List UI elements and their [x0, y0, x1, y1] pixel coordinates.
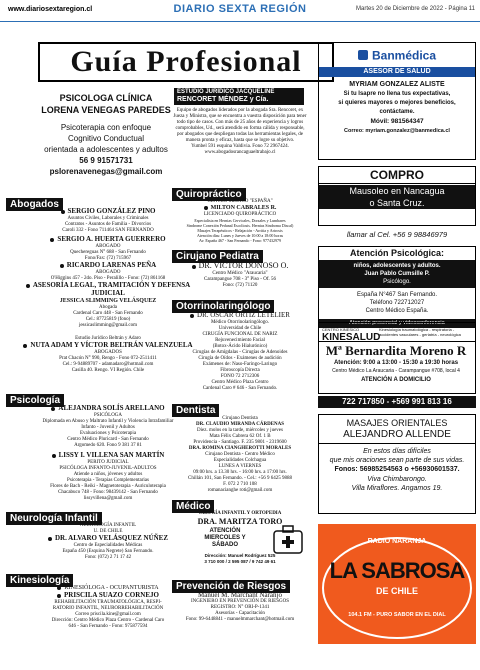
compro-title: COMPRO — [319, 167, 475, 184]
abogado-5-name: NUTA ADAM Y VÍCTOR BELTRÁN VALENZUELA — [30, 341, 193, 349]
otorrino-l5: Cirugías de Amígdalas - Cirugías de Adenoides — [192, 350, 288, 355]
riesgos-l3[interactable]: Fono: 99-6448841 - manuelmmarchant@hotmail.com — [185, 617, 295, 622]
kine-l5: 646 - San Fernando - Fono: 975877594 — [68, 624, 148, 629]
abogado-3-l0: ABOGADO — [95, 270, 121, 275]
kinesiologia-heading: Kinesiología — [6, 574, 73, 587]
otorrino-l8: Fibroscopía Directa — [220, 368, 260, 373]
otorrino-l2: CIRUGÍA FUNCIONAL DE NARIZ — [202, 332, 278, 337]
dentista-n1-l1: Mata Félix Cabrera 62 Of. 1 B — [209, 434, 271, 439]
abogado-2-name: SERGIO A. HUERTA GUERRERO — [57, 235, 166, 243]
quiro-l2: Masajes Terapéuticos - Relajación - Arritia y Artrosis — [197, 228, 283, 233]
dentista-n2-l0: Cirujano Dentista - Centro Médico — [205, 452, 275, 457]
cirujano-l2: Fono: (72) 71120 — [222, 283, 258, 288]
psico-phone: 56 9 91571731 — [79, 156, 133, 165]
abogado-4-l2: Cel.: 87725819 (fono) — [85, 317, 131, 322]
masajes-l5: Villa Miraflores. Angamos 19. — [351, 485, 443, 492]
psicologa-2-l6[interactable]: lissyvillena@gmail.com — [83, 496, 133, 501]
dentista-name2: DRA. ROMINA CIANGHEROTTI MORALES — [188, 446, 292, 451]
bullet-icon — [51, 407, 55, 411]
banmedica-logo-icon — [358, 50, 368, 60]
guide-title: Guía Profesional — [70, 45, 302, 78]
bullet-icon — [61, 210, 65, 214]
abogado-5-l1: Prat Chacón N° 990, Rengo - Fono 072-2511411 — [59, 356, 157, 361]
kine-l0: KINESIÓLOGA - OCUPANTURISTA — [64, 585, 159, 591]
psicologa-2-l1: PSICÓLOGA INFANTO-JUVENIL-ADULTOS — [59, 466, 157, 471]
compro-call: llamar al Cel. +56 9 98846979 — [346, 230, 448, 239]
masajes-t1: MASAJES ORIENTALES — [346, 418, 448, 428]
atencion-l2: Juan Pablo Cumsille P. — [364, 271, 430, 277]
kine-l1: REHABILITACIÓN TRAUMATOLÓGICA, RESPI- — [54, 600, 162, 605]
banmedica-movil: Móvil: 981564347 — [370, 118, 424, 125]
otorrino-l3: Rejuvenecimiento Facial — [215, 338, 265, 343]
riesgos-l1: REGISTRO: N° ORI-P-1341 — [210, 605, 270, 610]
quiropractico-heading: Quiropráctico — [172, 188, 246, 201]
quiro-title: LICENCIADO QUIROPRÁCTICO — [203, 212, 277, 217]
psicologa-2-l5: Chacabuco 748 - Fono: 98439142 - San Fernando — [58, 490, 158, 495]
dentista-ad — [172, 416, 308, 494]
cirujano-l1: Carampangue 708 - 3° Piso - Of. 56 — [204, 277, 276, 282]
banmedica-l1: Si tu Isapre no llena tus expectativas, — [343, 91, 451, 97]
otorrino-l6: Cirugía de Oídos - Exámenes de audición — [198, 356, 282, 361]
psicologa-1-l0: PSICÓLOGA — [93, 413, 123, 418]
psicologa-1-l5: Argomedo 620. Fono 9 381 37 81 — [74, 443, 142, 448]
dentista-n2-l6[interactable]: romanacianghe roti@gmail.com — [207, 488, 273, 493]
quiro-ad — [172, 199, 308, 243]
masajes-l1: En estos días difíciles — [363, 448, 431, 455]
psicologia-heading: Psicología — [6, 394, 64, 407]
abogado-2-l0: ABOGADO — [95, 244, 121, 249]
kine-name: PRISCILA SUAZO CORNEJO — [64, 591, 159, 599]
quiro-l0: Especialista en Hernias Cervicales, Dorsales y Lumbares — [194, 218, 286, 223]
dentista-n2-l2: LUNES A VIERNES — [218, 464, 262, 469]
bullet-icon — [48, 537, 52, 541]
psicologa-2-l2: Atiende a niños, jóvenes y adultos — [73, 472, 143, 477]
compro-l1: Mausoleo en Nancagua — [319, 185, 475, 197]
kine-l2: RATORIO INFANTIL, NEURORREHABILITACIÓN — [52, 606, 164, 611]
bullet-icon — [204, 206, 208, 210]
bullet-icon — [57, 586, 61, 590]
estudio-text: Equipo de abogados liderados por la abogada Sra. Rencoret, ex Jueza y Ministra, que se encuentra a vuestra disposición para tener todo tipo de casos. Con más de 25 años de experiencia y logros comprobables, Ud., será atendido en forma cálida y responsable, por abogados que despliegan todas las herramientas legales, de manera pronta y eficaz, hasta que se logre su objetivo. — [173, 108, 307, 143]
kinesalud-logo — [322, 327, 381, 343]
dentista-n2-l1: Especialidades Colchagua — [213, 458, 267, 463]
newspaper-title: DIARIO SEXTA REGIÓN — [173, 3, 307, 15]
bullet-icon — [60, 264, 64, 268]
masajes-l2: que mis oraciones sean parte de sus vidas. — [329, 457, 465, 464]
dentista-heading: Dentista — [172, 404, 219, 417]
dentista-n1-l0: Diez. molos en la tarde, miércoles y jueves — [197, 428, 283, 433]
banmedica-logo — [319, 46, 475, 64]
psico-line2: Cognitivo Conductual — [67, 134, 145, 143]
psicologa-1-name: ALEJANDRA SOLÍS ARELLANO — [58, 404, 165, 412]
kinesalud-dom: ATENCIÓN A DOMICILIO — [361, 377, 431, 383]
medico-att: ATENCIÓN MIERCOLES Y SÁBADO — [204, 528, 246, 548]
kinesalud-desc: Kinesiología traumatológica - respiratoria - accidentes vasculares - geriatría - neurológica — [379, 327, 461, 337]
masajes-ad — [318, 414, 476, 514]
bullet-icon — [23, 344, 27, 348]
medical-bag-icon — [272, 525, 304, 555]
radio-ad — [318, 524, 476, 644]
bullet-icon — [26, 284, 30, 288]
dentista-n2-l5: F. 072 2 710 108 — [223, 482, 257, 487]
atencion-centro: Centro Médico España. — [365, 308, 429, 314]
banmedica-l3: contáctame. — [379, 109, 415, 115]
abogado-1-l1: Contratos - Asuntos de Familia - Divorcios — [64, 222, 152, 227]
abogado-4-l1: Cardenal Caro 448 - San Fernando — [73, 311, 143, 316]
kine-l3[interactable]: Correo priscila.kine@gmail.com — [75, 612, 141, 617]
otorrino-heading: Otorrinolaringólogo — [172, 300, 274, 313]
psicologa-2-l4: Flores de Bach - Reiki - Magnetoterapia - Auriculoterapia — [50, 484, 166, 489]
kinesalud-addr: Centro Médico La Araucaria - Carampangue #708, local 4 — [332, 368, 460, 374]
radio-sub: DE CHILE — [375, 586, 418, 596]
dentista-n2-l3: 09:00 hrs. a 13.30 hrs. - 16:00 hrs. a 17:00 hrs. — [193, 470, 287, 475]
banmedica-name: MYRIAM GONZALEZ ALISTE — [349, 81, 445, 88]
quiro-name: MILTON CABRALES R. — [210, 205, 277, 211]
kinesalud-name: Mª Bernardita Moreno R — [325, 343, 467, 358]
medico-dir: Dirección: Manuel Rodríguez 525 — [204, 553, 276, 558]
bullet-icon — [52, 454, 56, 458]
neuro-l1: U. DE CHILE — [93, 529, 123, 534]
atencion-footer: Atención presencial y videoconferencia — [319, 319, 475, 328]
quiro-l3: Atención días: Lunes y Jueves de 10:00 a 18:00 horas — [196, 233, 284, 238]
bullet-icon — [190, 314, 194, 318]
neuro-name: DR. ALVARO VELÁSQUEZ NÚÑEZ — [54, 534, 169, 542]
abogado-1-l2: Caroli 332 - Fono 711464 SAN FERNANDO — [62, 228, 154, 233]
otorrino-l10: Centro Médico Plaza Centro — [211, 380, 269, 385]
psico-title1: PSICOLOGA CLÍNICA — [59, 93, 153, 103]
masajes-l4: Viva Chimbarongo. — [367, 476, 427, 483]
bullet-icon — [57, 594, 61, 598]
medico-tel: 3 710 000 / 2 595 087 / 9 742 49 61 — [204, 559, 276, 564]
medico-name: DRA. MARITZA TORO — [197, 517, 283, 526]
abogado-4-name: ASESORÍA LEGAL, TRAMITACIÓN Y DEFENSA JUDICIAL — [32, 281, 191, 297]
abogado-4-l0: Abogada — [98, 305, 118, 310]
riesgos-heading: Prevención de Riesgos — [172, 580, 290, 593]
psicologa-2-l0: PERITO JUDICIAL — [87, 460, 129, 465]
otorrino-name: DR. ÓSCAR ORTIZ LETELIER — [197, 311, 290, 319]
kinesalud-hours: Atención: 9:00 a 13:00 - 15:30 a 19:30 horas — [333, 360, 459, 366]
abogado-5-l2: Cel.: 9-94889707 - adamadaro@hotmail.com — [62, 362, 154, 367]
atencion-title: Atención Psicológica: — [349, 248, 445, 258]
abogado-5-l3: Casilla 40. Rengo. VI Región. Chile — [71, 368, 145, 373]
abogado-1-name: SERGIO GONZÁLEZ PINO — [67, 207, 156, 215]
otorrino-ad — [172, 312, 308, 392]
abogado-4-l3[interactable]: jessicaslimming@gmail.com — [78, 323, 138, 328]
abogado-4-sub: JESSICA SLIMMING VELÁSQUEZ — [59, 298, 157, 304]
site-url[interactable]: www.diariosextaregion.cl — [8, 6, 93, 13]
neuro-l0: NEUROLOGÍA INFANTIL — [79, 523, 137, 528]
date-page: Martes 20 de Diciembre de 2022 - Página 11 — [356, 6, 475, 12]
abogado-2-l2: Fono/Fax: (72) 715967 — [84, 256, 132, 261]
otorrino-l4: (Botox-Ácido Hialurónico) — [212, 344, 268, 349]
banmedica-ad — [318, 42, 476, 160]
estudio-web[interactable]: www.abogadosrancaguaeltrabajo.cl — [204, 150, 276, 155]
medico-t1: CIRUGÍA INFANTIL Y ORTOPEDIA — [198, 511, 282, 516]
neuro-l2: Centro de Especialidades Médicas — [73, 543, 143, 548]
estudio-ad — [172, 108, 308, 156]
otorrino-l7: Exámenes de: Naso-Faringo-Laringo — [202, 362, 278, 367]
neurologia-heading: Neurología Infantil — [6, 512, 102, 525]
abogado-2-l1: Quechereguas N° 688 - San Fernando — [70, 250, 146, 255]
dentista-n1-l2: Providencia - Santiago. F. 235 9801 - 2319600 — [193, 440, 287, 445]
cirujano-heading: Cirujano Pediatra — [172, 250, 263, 263]
kinesalud-logo2: KINESALUD — [322, 332, 381, 343]
neuro-l4: Fono: (072) 2 71 17 42 — [84, 555, 132, 560]
cirujano-l0: Centro Médico "Araucaria" — [212, 271, 268, 276]
compro-ad — [318, 166, 476, 226]
abogado-3-name: RICARDO LARENAS PEÑA — [66, 261, 157, 269]
radio-freq: 104.1 FM - PURO SABOR EN EL DIAL — [348, 612, 446, 618]
cirujano-ad — [172, 262, 308, 289]
estudio-banner — [174, 88, 304, 105]
psico-title2: LORENA VENEGAS PAREDES — [41, 105, 171, 115]
atencion-l1: niños, adolescentes y adultos. — [353, 263, 441, 269]
dentista-name1: DR. CLAUDIO MIRANDA CÁRDENAS — [195, 422, 285, 427]
banmedica-l2: si quieres mayores o mejores beneficios, — [338, 100, 456, 106]
quiro-l1: Sindrome Conexión Pedunal Escoliosis. Hernias Sindroma Discal) — [186, 223, 294, 228]
banmedica-correo[interactable]: Correo: myriam.gonzalez@banmedica.cl — [344, 128, 450, 134]
estudio-contact: Yumbel 591 esquina Valdivia. Fono 72 2967424. — [191, 144, 289, 149]
estudio-banner2: RENCORET MÉNDEZ y Cía. — [177, 96, 269, 103]
compro-l2: o Santa Cruz. — [319, 197, 475, 209]
neuro-l3: España 450 (Esquina Negrete) San Fernando. — [62, 549, 154, 554]
otorrino-l9: FONO 72 2712306 — [220, 374, 260, 379]
abogado-5-l0: ABOGADOS — [94, 350, 122, 355]
radio-top: RADIO NARANJA — [367, 538, 427, 545]
cirujano-name: DR. VÍCTOR DONOSO O. — [198, 261, 289, 270]
quiro-center: CENTRO MÉDICO "ESPAÑA" — [207, 199, 273, 204]
abogado-1-l0: Asuntos Civiles, Laborales y Criminales — [67, 216, 149, 221]
psico-line3: orientada a adolescentes y adultos — [44, 145, 168, 154]
riesgos-ad — [172, 592, 308, 623]
kinesalud-phones: 722 717850 - +569 991 813 16 — [318, 396, 476, 408]
abogados-heading: Abogados — [6, 198, 63, 211]
kinesalud-logo1: CENTRO KINESICO — [322, 327, 360, 332]
bullet-icon — [50, 238, 54, 242]
bullet-icon — [192, 265, 196, 269]
dentista-l0: Cirujano Dentista — [222, 416, 258, 421]
kine-l4: Dirección: Centro Médico Plaza Centro - Cardenal Caro — [51, 618, 165, 623]
radio-big: LA SABROSA — [329, 558, 465, 583]
masajes-l3: Fonos: 56985254563 o +56930601537. — [334, 466, 460, 473]
psicologa-2-name: LISSY I. VILLENA SAN MARTÍN — [58, 451, 165, 459]
abogado-3-l1: O'Higgins 457 - 2do. Piso - Peralillo - Fono: (72) 861168 — [50, 276, 166, 281]
otorrino-l0: Médico Otorrinolaringólogo. — [210, 320, 270, 325]
riesgos-name: Manuel M. Marchant Naranjo — [198, 591, 282, 599]
riesgos-l2: Asesorías - Capacitación — [215, 611, 265, 616]
masajes-name: ALEJANDRO ALLENDE — [319, 429, 475, 444]
estudio-banner1: ESTUDIO JURÍDICO JACQUELINE — [177, 89, 275, 95]
atencion-band — [319, 260, 475, 288]
banmedica-role: ASESOR DE SALUD — [319, 67, 475, 77]
atencion-tel: Teléfono 722712027 — [369, 300, 425, 306]
psicologa-1-l2: Infanto - Juvenil y Adultos — [81, 425, 135, 430]
medico-heading: Médico — [172, 500, 214, 513]
abogado-5-pre: Estudio Jurídico Beltrán y Adaro — [75, 336, 141, 341]
psicologa-2-l3: Psicoterapia - Terapias Complementarias — [67, 478, 149, 483]
psico-email[interactable]: pslorenavenegas@gmail.com — [49, 167, 163, 176]
atencion-l3: Psicólogo. — [383, 279, 411, 285]
quiro-l4: Av. España 467 - San Fernando - Fono: 977432979 — [199, 238, 281, 243]
otorrino-l1: Universidad de Chile — [218, 326, 262, 331]
atencion-addr: España N°467 San Fernando. — [356, 292, 438, 298]
psico-line1: Psicoterapia con enfoque — [60, 123, 152, 132]
psicologa-1-l1: Diplomada en Abuso y Maltrato Infantil y Violencia Intrafamiliar — [42, 419, 174, 424]
otorrino-l11: Cardenal Caro # 646 - San Fernando. — [202, 386, 278, 391]
psicologa-1-l4: Centro Médico Pluricard - San Fernando — [67, 437, 149, 442]
kinesalud-ad — [318, 322, 476, 394]
psicologa-1-l3: Evaluaciones y Psicoterapia — [79, 431, 137, 436]
banmedica-brand: Banmédica — [371, 48, 437, 63]
dentista-n2-l4: Chillán 101, San Fernando. - Cel.: +56 9 6425 9888 — [188, 476, 292, 481]
riesgos-l0: INGENIERO EN PREVENCIÓN DE RIESGOS — [190, 599, 290, 604]
